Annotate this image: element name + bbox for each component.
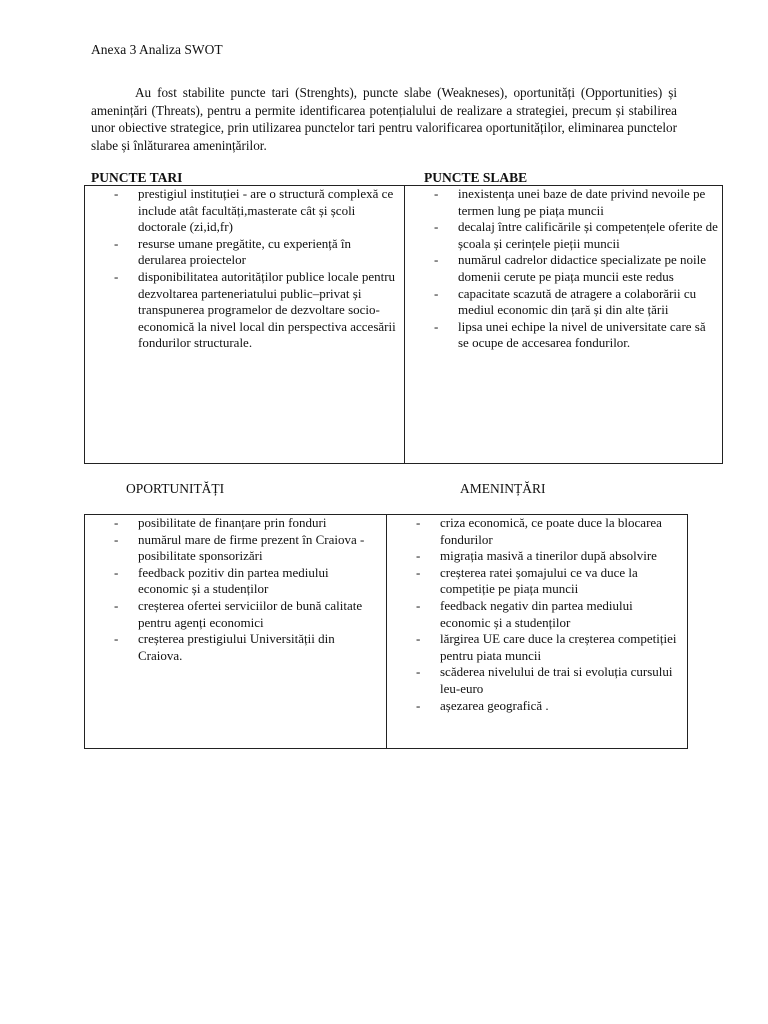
list-item: - feedback pozitiv din partea mediului economic și a studenților — [85, 565, 386, 598]
list-item: - inexistența unei baze de date privind nevoile pe termen lung pe piața muncii — [405, 186, 722, 219]
weaknesses-heading: PUNCTE SLABE — [424, 170, 528, 185]
list-item: - disponibilitatea autorităților publice locale pentru dezvoltarea parteneriatului public–privat și transpunerea programelor de dezvoltare socio-economică la nivel local din perspectiva accesării fondurilor structurale. — [85, 269, 404, 352]
list-item: - creșterea prestigiului Universității din Craiova. — [85, 631, 386, 664]
list-item: - capacitate scazută de atragere a colaborării cu mediul economic din țară și din alte țării — [405, 286, 722, 319]
threats-cell — [387, 515, 688, 749]
list-item: - așezarea geografică . — [387, 698, 687, 715]
strengths-heading: PUNCTE TARI — [91, 170, 183, 185]
weaknesses-cell — [405, 186, 723, 464]
threats-list — [387, 515, 687, 714]
intro-paragraph: Au fost stabilite puncte tari (Strenghts), puncte slabe (Weakneses), oportunități (Opportunities) și amenințări (Threats), pentru a permite identificarea potențialului de realizare a strategiei, precum și stabilirea unor obiective strategice, prin utilizarea punctelor tari pentru valorificarea oportunităților, eliminarea punctelor slabe și înlăturarea amenințărilor. — [91, 85, 677, 153]
strengths-weaknesses-table — [84, 185, 723, 464]
strengths-cell — [85, 186, 405, 464]
list-item: - feedback negativ din partea mediului economic și a studenților — [387, 598, 687, 631]
opportunities-heading: OPORTUNITĂȚI — [126, 481, 225, 496]
list-item: - posibilitate de finanțare prin fonduri — [85, 515, 386, 532]
weaknesses-list — [405, 186, 722, 352]
opportunities-cell — [85, 515, 387, 749]
opportunities-list — [85, 515, 386, 664]
list-item: - numărul cadrelor didactice specializate pe noile domenii cerute pe piața muncii este redus — [405, 252, 722, 285]
list-item: - creșterea ofertei serviciilor de bună calitate pentru agenți economici — [85, 598, 386, 631]
list-item: - criza economică, ce poate duce la blocarea fondurilor — [387, 515, 687, 548]
page-title: Anexa 3 Analiza SWOT — [91, 42, 223, 57]
strengths-list — [85, 186, 404, 352]
opportunities-threats-table — [84, 514, 688, 749]
list-item: - migrația masivă a tinerilor după absolvire — [387, 548, 687, 565]
list-item: - scăderea nivelului de trai si evoluția cursului leu-euro — [387, 664, 687, 697]
list-item: - lărgirea UE care duce la creșterea competiției pentru piata muncii — [387, 631, 687, 664]
list-item: - decalaj între calificările și competențele oferite de școala și cerințele pieții muncii — [405, 219, 722, 252]
threats-heading: AMENINȚĂRI — [460, 481, 546, 496]
list-item: - creșterea ratei șomajului ce va duce la competiție pe piața muncii — [387, 565, 687, 598]
list-item: - resurse umane pregătite, cu experiență în derularea proiectelor — [85, 236, 404, 269]
list-item: - prestigiul instituției - are o structură complexă ce include atât facultăți,masterate cât și școli doctorale (zi,id,fr) — [85, 186, 404, 236]
list-item: - lipsa unei echipe la nivel de universitate care să se ocupe de accesarea fondurilor. — [405, 319, 722, 352]
list-item: - numărul mare de firme prezent în Craiova - posibilitate sponsorizări — [85, 532, 386, 565]
